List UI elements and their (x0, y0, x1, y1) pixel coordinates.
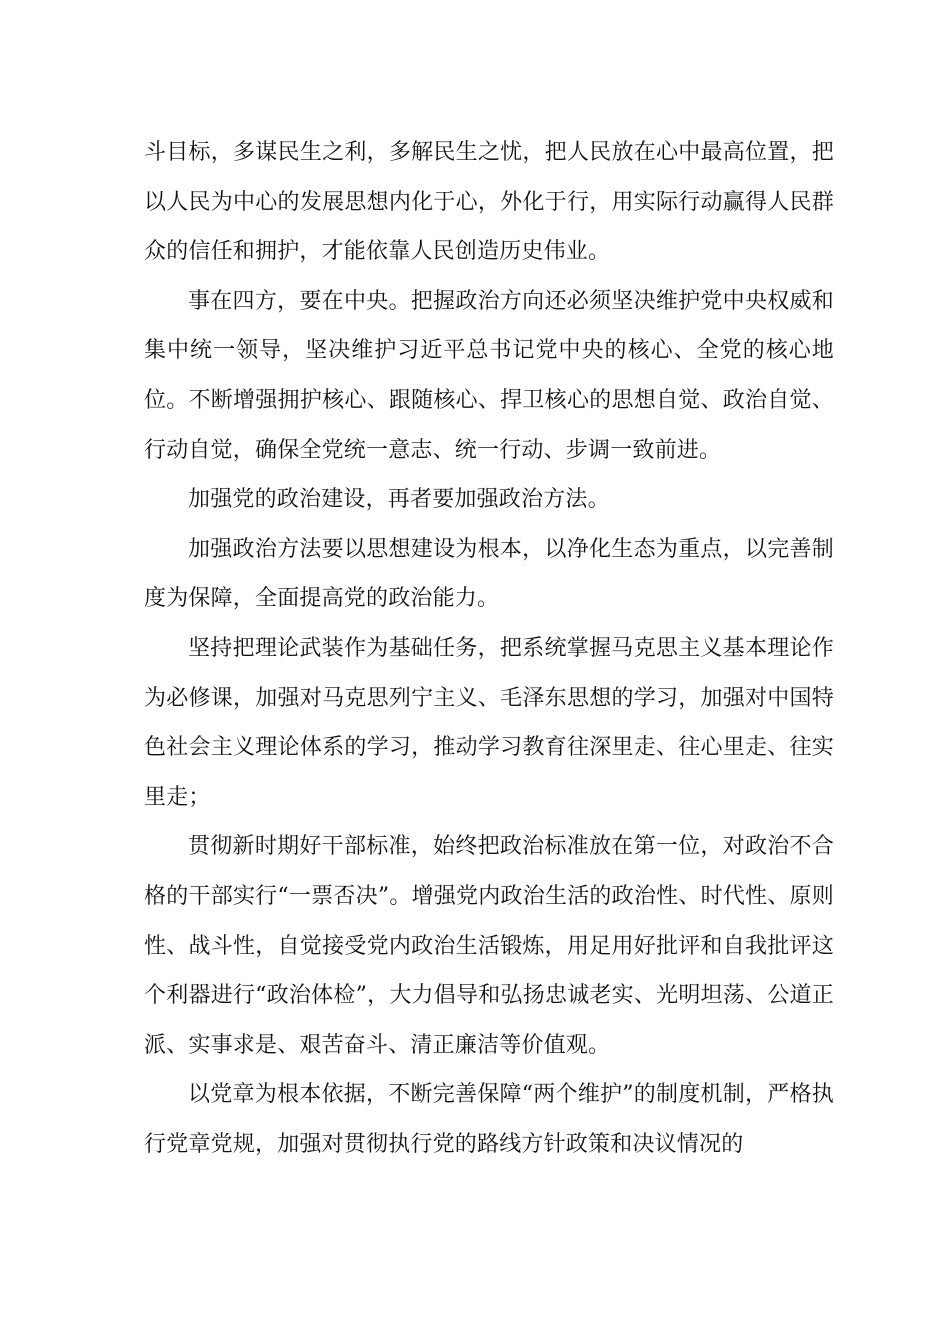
paragraph-5: 坚持把理论武装作为基础任务，把系统掌握马克思主义基本理论作为必修课，加强对马克思列宁主义、毛泽东思想的学习，加强对中国特色社会主义理论体系的学习，推动学习教育往深里走、往心里走、往实里走； (144, 635, 834, 810)
document-body (144, 128, 834, 1169)
paragraph-3: 加强党的政治建设，再者要加强政治方法。 (188, 487, 610, 513)
paragraph-7: 以党章为根本依据，不断完善保障“两个维护”的制度机制，严格执行党章党规，加强对贯彻执行党的路线方针政策和决议情况的 (144, 1082, 834, 1157)
paragraph-4: 加强政治方法要以思想建设为根本，以净化生态为重点，以完善制度为保障，全面提高党的政治能力。 (144, 536, 834, 612)
paragraph-2: 事在四方，要在中央。把握政治方向还必须坚决维护党中央权威和集中统一领导，坚决维护习近平总书记党中央的核心、全党的核心地位。不断增强拥护核心、跟随核心、捍卫核心的思想自觉、政治自觉、行动自觉，确保全党统一意志、统一行动、步调一致前进。 (144, 288, 834, 463)
paragraph-6: 贯彻新时期好干部标准，始终把政治标准放在第一位，对政治不合格的干部实行“一票否决”。增强党内政治生活的政治性、时代性、原则性、战斗性，自觉接受党内政治生活锻炼，用足用好批评和自我批评这个利器进行“政治体检”，大力倡导和弘扬忠诚老实、光明坦荡、公道正派、实事求是、艰苦奋斗、清正廉洁等价值观。 (144, 834, 834, 1058)
paragraph-1: 斗目标，多谋民生之利，多解民生之忧，把人民放在心中最高位置，把以人民为中心的发展思想内化于心，外化于行，用实际行动赢得人民群众的信任和拥护，才能依靠人民创造历史伟业。 (144, 140, 834, 265)
